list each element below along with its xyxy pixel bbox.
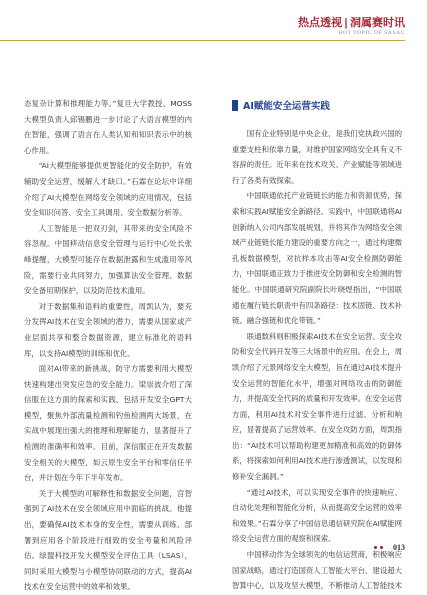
page-number: 013 bbox=[393, 543, 405, 552]
paragraph: 对于数据集和语料的重要性，周凯认为，要充分发挥AI技术在安全领域的潜力，需要从国家或产业层面共享和整合数据资源，建立标准化的语料库，以支持AI模型的训练和优化。 bbox=[24, 301, 192, 358]
paragraph: 关于大模型的可解释性和数据安全问题，宫智强到了AI技术在安全领域应用中面临的挑战。他提出，要确保AI技术本身的安全性，需要从训练、部署到应用各个阶段进行细致的安全考量和风险评估。绿盟科技开发大模型安全评估工具（LSAS），同时采用大模型与小模型协同联动的方式，提高AI技术在安全运营中的效率和效果。 bbox=[24, 488, 192, 592]
right-column bbox=[232, 126, 402, 594]
section-marker bbox=[232, 100, 238, 111]
page-number-ornament bbox=[374, 546, 383, 549]
paragraph: 中国移动作为全球领先的电信运营商，积极响应国家战略，通过打造国资人工智能大平台、建设超大智算中心，以及攻坚大模型，不断推动人工智能技术 bbox=[232, 550, 403, 591]
paragraph: “AI大模型能够提供更智能化的安全防护，有效辅助安全运营，缓解人才缺口。”石霖在论坛中详细介绍了AI大模型在网络安全领域的应用情况，包括安全知识问答、安全工具调用、安全数据分析等。 bbox=[24, 161, 192, 218]
title-separator: | bbox=[343, 16, 348, 29]
column-title-main: 热点透视 bbox=[297, 16, 342, 29]
column-subtitle: HOT TOPIC OF SASAC bbox=[338, 30, 405, 36]
page-header bbox=[0, 6, 405, 40]
column-title bbox=[298, 14, 405, 30]
section-heading bbox=[232, 97, 402, 113]
paragraph: 联通数科则积极探索AI技术在安全运营、安全攻防和安全代码开发等三大场景中的应用。在会上，周凯介绍了元景网络安全大模型，旨在通过AI技术提升安全运营的智能化水平，增强对网络攻击的防御能力，并提高安全代码的质量和开发效率。在安全运营方面，利用AI技术对安全事件进行过滤、分析和响应，显著提高了运营效率。在安全攻防方面，周凯指出：“AI技术可以帮助构建更加精准和高效的防御体系，将探索如何利用AI技术进行渗透测试，以发现和修补安全漏洞。” bbox=[232, 331, 402, 482]
paragraph: 面对AI带来的新挑战，防守方需要利用大模型快速构建出突发应急的安全能力。梁崇波介绍了深信服在这方面的探索和实践，包括开发安全GPT大模型，聚焦外部流量检测和钓鱼检测两大场景，在实战中展现出强大的推理和理解能力，显著提升了检测的准确率和效率。目前，深信服正在开发数据安全相关的大模型，如云原生安全平台和零信任平台，并计划在今年下半年发布。 bbox=[24, 364, 192, 483]
header-divider bbox=[0, 40, 405, 41]
paragraph: 中国联通依托产业链链长的能力和资源优势，探索和实践AI赋能安全新路径。实践中，中国联通将AI创新纳入公司内部发展规划，并将其作为网络安全领域产业链链长能力建设的重要方向之一，通过构建微孔板数据模型，对抗样本攻击等AI安全检测防御能力，中国联通正致力于推进安全防御和安全检测的智能化。中国联通研究院副院长叶晓煜指出，“中国联通在履行链长职责中有四条路径：技术固链、技术补链、融合强链和优化带链。” bbox=[232, 191, 403, 326]
section-title: AI赋能安全运营实践 bbox=[243, 101, 330, 112]
column-title-sub: 洞属赛时讯 bbox=[350, 16, 405, 29]
left-column bbox=[24, 96, 192, 595]
paragraph: 国有企业特别是中央企业，是我们党执政兴国的重要支柱和依靠力量，对维护国家网络安全具有义不容辞的责任。近年来在技术攻关、产业赋能等领域进行了各类有效探索。 bbox=[232, 129, 403, 185]
paragraph: 态复杂计算和推理能力等。”复旦大学教授、MOSS大模型负责人邱锡鹏进一步讨论了大语言模型的内在智能，强调了语言在人类认知和知识表示中的核心作用。 bbox=[24, 99, 192, 155]
paragraph: “通过AI技术，可以实现安全事件的快速响应、自动化处理和智能化分析，从而提高安全运营的效率和效果。”石霖分享了中国信息通信研究院在AI赋能网络安全运营方面的观察和探索。 bbox=[232, 487, 402, 544]
paragraph: 人工智能是一把双刃剑，其带来的安全风险不容忽视。中国移动信息安全管理与运行中心处长张峰提醒，大模型可能存在数据泄露和生成滥用等风险，需要行业共同努力，加强算法安全管理、数据安全备用期保护，以及防范技术滥用。 bbox=[24, 223, 192, 296]
